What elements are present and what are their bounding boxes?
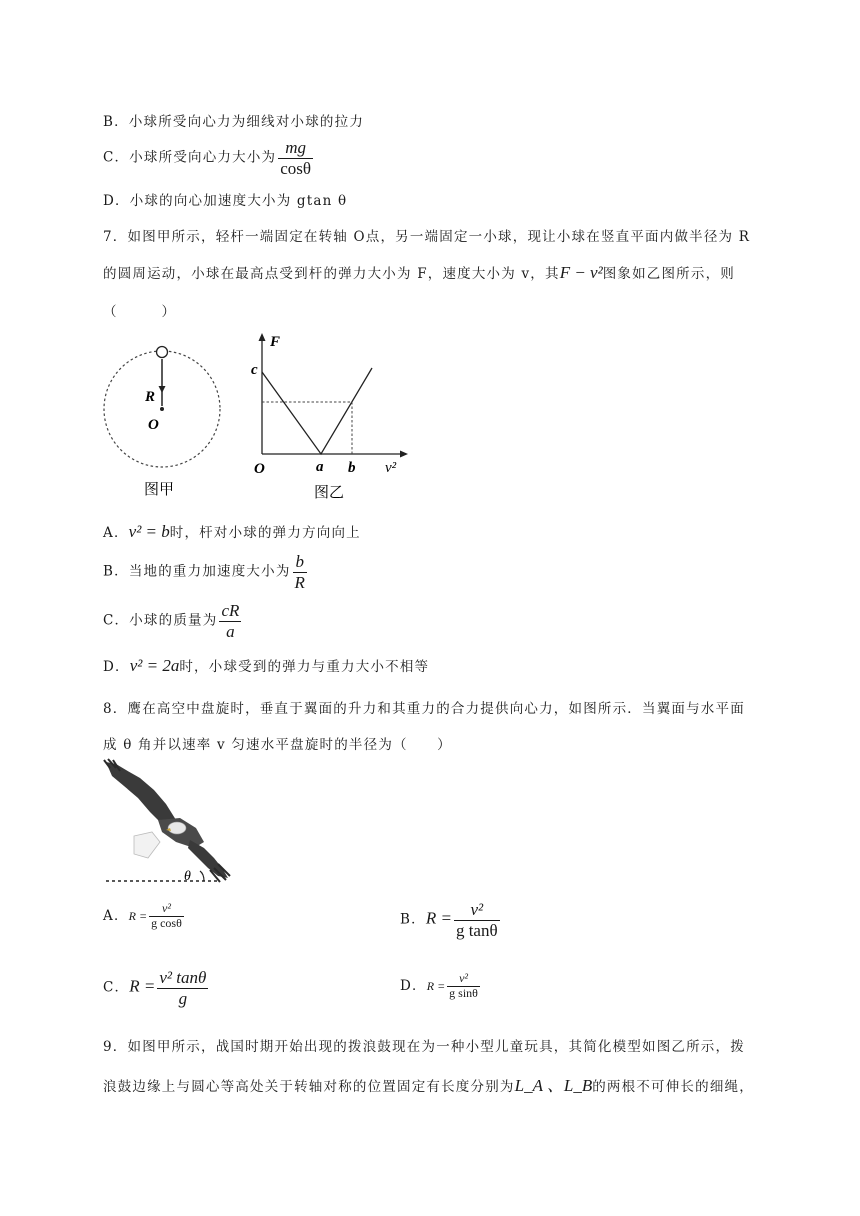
q8-option-b xyxy=(400,900,502,940)
q8-option-b-lhs: R = xyxy=(425,908,452,928)
q8-option-a-fraction xyxy=(149,902,184,931)
q7-option-c-text: C．小球的质量为 xyxy=(103,612,218,629)
q8-option-c xyxy=(103,968,210,1008)
q9-stem-la-lb-math: L_A 、L_B xyxy=(514,1076,593,1095)
q9-stem-line2-text-b: 的两根不可伸长的细绳， xyxy=(592,1079,754,1095)
q7-option-b-text: B．当地的重力加速度大小为 xyxy=(103,563,291,580)
label-f: F xyxy=(270,334,281,350)
q8-stem-line1: 8．鹰在高空中盘旋时，垂直于翼面的升力和其重力的合力提供向心力，如图所示．当翼面与水平面 xyxy=(103,701,745,717)
q8-option-d-numerator: v² xyxy=(447,972,480,987)
q6-option-c-fraction xyxy=(278,138,313,178)
q7-figure-jia xyxy=(98,342,226,502)
q7-option-b-numerator: b xyxy=(293,552,307,573)
y-axis-arrow xyxy=(259,333,266,341)
q8-option-c-denominator: g xyxy=(178,988,188,1008)
q7-stem-line2-text-a: 的圆周运动，小球在最高点受到杆的弹力大小为 F，速度大小为 v，其 xyxy=(103,266,560,282)
eagle-tail xyxy=(134,832,160,858)
q8-option-b-numerator: v² xyxy=(454,900,500,921)
rod-arrowhead xyxy=(159,386,166,393)
q7-stem-f-v2-math: F − v² xyxy=(559,263,603,282)
q8-option-d-lhs: R = xyxy=(426,978,446,993)
q9-stem-line1: 9．如图甲所示，战国时期开始出现的拨浪鼓现在为一种小型儿童玩具，其简化模型如图乙所示，拨 xyxy=(103,1039,745,1055)
q7-option-a-text: 时，杆对小球的弹力方向向上 xyxy=(169,525,361,541)
q8-option-d-denominator: g sinθ xyxy=(449,985,478,1000)
q7-stem-line2 xyxy=(103,262,735,283)
theta-angle-arc xyxy=(200,871,204,881)
q6-option-c-denominator: cosθ xyxy=(280,158,312,178)
q6-option-c-text: C．小球所受向心力大小为 xyxy=(103,149,277,166)
caption-jia: 图甲 xyxy=(144,482,175,498)
label-theta-figure: θ xyxy=(184,869,191,884)
q7-option-d-prefix: D． xyxy=(103,659,130,675)
f-v2-graph-line xyxy=(262,368,372,454)
q6-option-c-numerator: mg xyxy=(278,138,313,159)
q7-figure-yi xyxy=(248,330,416,508)
q7-option-c-numerator: cR xyxy=(221,601,240,620)
q8-option-c-fraction xyxy=(157,968,208,1008)
q6-option-b: B．小球所受向心力为细线对小球的拉力 xyxy=(103,114,365,130)
q7-option-a-prefix: A． xyxy=(103,525,129,541)
q6-option-c xyxy=(103,138,315,178)
label-r: R xyxy=(145,389,156,405)
eagle-head xyxy=(168,822,186,834)
q7-option-a xyxy=(103,521,361,542)
q8-option-d xyxy=(400,972,482,1001)
q8-stem-line2: 成 θ 角并以速率 v 匀速水平盘旋时的半径为（ ） xyxy=(103,737,452,753)
q7-option-c-fraction xyxy=(219,601,241,641)
q7-answer-paren: （ ） xyxy=(103,304,181,320)
q8-option-c-numerator: v² tanθ xyxy=(159,968,207,987)
q8-option-b-fraction xyxy=(454,900,500,940)
q7-stem-line2-text-b: 图象如乙图所示，则 xyxy=(602,266,735,282)
x-axis-arrow xyxy=(400,451,408,458)
label-o-jia: O xyxy=(148,417,159,433)
q7-option-a-math: v² = b xyxy=(128,522,170,541)
axis-point-o xyxy=(160,407,164,411)
label-a: a xyxy=(316,459,324,475)
q7-stem-line1: 7．如图甲所示，轻杆一端固定在转轴 O点，另一端固定一小球，现让小球在竖直平面内做半径为 R xyxy=(103,229,751,245)
caption-yi: 图乙 xyxy=(314,485,345,501)
q8-option-a-lhs: R = xyxy=(128,908,148,923)
q8-option-a-numerator: v² xyxy=(149,902,184,917)
q7-option-d-text: 时，小球受到的弹力与重力大小不相等 xyxy=(179,659,430,675)
q6-option-d: D．小球的向心加速度大小为 gtan θ xyxy=(103,193,348,209)
q7-option-c xyxy=(103,601,243,641)
q8-option-c-lhs: R = xyxy=(129,976,156,996)
label-c: c xyxy=(251,362,258,378)
label-o-yi: O xyxy=(254,461,265,477)
q8-option-b-denominator: g tanθ xyxy=(455,920,498,940)
q7-option-d-math: v² = 2a xyxy=(129,656,180,675)
eagle-upper-wing xyxy=(106,762,176,824)
label-b: b xyxy=(348,460,356,476)
q8-option-a xyxy=(103,902,186,931)
q8-option-d-fraction xyxy=(447,972,480,1001)
q8-option-a-prefix: A． xyxy=(103,907,129,924)
q8-option-a-denominator: g cosθ xyxy=(151,915,182,930)
q7-option-b-fraction xyxy=(293,552,307,592)
q8-option-d-prefix: D． xyxy=(400,977,427,994)
label-v2: v² xyxy=(385,460,397,476)
ball-circle xyxy=(157,347,168,358)
q8-eagle-figure xyxy=(100,758,236,888)
q7-option-d xyxy=(103,655,429,676)
q8-option-c-prefix: C． xyxy=(103,979,130,996)
q7-option-b-denominator: R xyxy=(294,572,305,592)
q9-stem-line2-text-a: 浪鼓边缘上与圆心等高处关于转轴对称的位置固定有长度分别为 xyxy=(103,1079,515,1095)
q7-option-b xyxy=(103,552,309,592)
eagle-lower-wing xyxy=(188,840,228,878)
q8-option-b-prefix: B． xyxy=(400,911,426,928)
q9-stem-line2 xyxy=(103,1071,754,1096)
q7-option-c-denominator: a xyxy=(226,621,235,641)
